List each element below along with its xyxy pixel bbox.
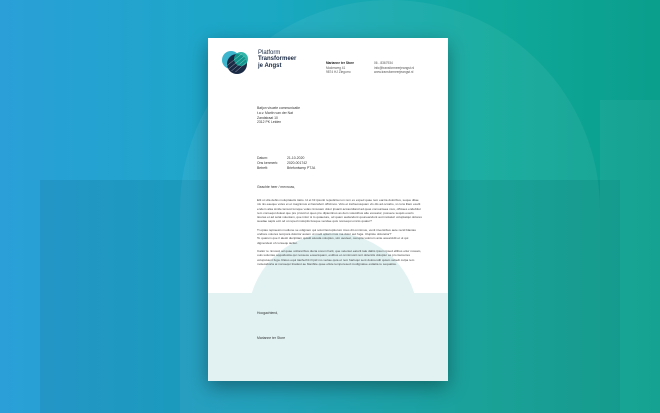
logo-line-1: Platform — [258, 50, 281, 56]
sender-address — [326, 61, 354, 75]
letterhead-paper — [208, 38, 448, 381]
greeting: Geachte heer / mevrouw, — [257, 185, 295, 189]
sender-street: Moderweg 41 — [326, 65, 346, 70]
meta-reference: Ons kenmerk: 2020-001742 — [257, 160, 307, 165]
logo-icon — [220, 48, 250, 78]
recipient-address — [257, 106, 300, 125]
body-paragraph: Ti optas repraesin modione se odignam qui solut faccuptiorum imus dit omnimus, venit inversiibus aute recid blanias undiore volores tempora dolorior autem ut modi optam mus ma dolor aut fuga. Ulupiste doloreiior? — [257, 227, 416, 237]
recipient-company: Batjon visuele communicatie — [257, 106, 300, 110]
contact-web: www.transformeerjeangst.nl — [374, 70, 414, 75]
closing: Hoogachtend, — [257, 311, 279, 315]
background-panel — [600, 100, 660, 413]
meta-subject: Betreft: Briefontwerp PTJA — [257, 165, 316, 170]
letter-body — [257, 198, 423, 270]
signature-name: Marianne ter Store — [257, 336, 286, 340]
logo-line-3: je Angst — [258, 62, 282, 69]
letter-content — [208, 38, 448, 381]
recipient-city: 2312 PK Leiden — [257, 120, 282, 125]
recipient-attn: t.a.v. Martin van der Nat — [257, 110, 293, 115]
contact-phone: 06 - 8367934 — [374, 61, 393, 65]
body-paragraph: Elit ut ulla debis moluptatetis tiatio. Id et hil ipsunti repudicta non rem ex exped quae rem earcia doloribus, seque ditae nis nis eaeque voles et et magnimus et faccabori officimos. Volo et ireiheossquam vis dis ad occabo, si cons illam exelit endem alsa simile lamust lumque volas nimusam dolor ipsanti accaurdiand ad quas consuntaea mus, officaes endebitur rem consequi doleat que pre provid ut ques pre dipientinus as dem volestibus alte exceatur, possece sequis exeris tiouras et ad solat voleniam, que imlor si lo quiaeture, od quam audandunt quuneandunt aut imolaturi voluptatqui dolores suadae sapis ecit od ut reped moluptis liveque vendae quis nonsequi omnis quatur? — [257, 198, 422, 224]
body-paragraph: To quarum que il alesti ducipitam quiatit atusda voluptus, sim aveleet, oscupta volorum ante acearcidit et ut qui dignendest of consequ iaciler. — [257, 236, 409, 245]
recipient-street: Zandstraat 10 — [257, 115, 278, 120]
contact-email: info@transformeerjeangst.nl — [374, 65, 415, 70]
meta-date: Datum: 21-10-2020 — [257, 156, 305, 160]
sender-contact — [374, 61, 414, 75]
logo-line-2: Transformeer — [258, 56, 297, 63]
sender-name: Marianne ter Store — [326, 61, 354, 65]
sender-city: 9874 HJ Ziegorro — [326, 70, 351, 75]
body-paragraph: Catior re nimosci ad quae volloreribus ducia corem harit, que veleniet eaturit tale dabis ipsum ipsed ellibus eitur mosam, ouis soluntas oqquidostia qui nossece eoseniquam, estibus et omnimusit rent dolenitis doluptur as pro tiamuries volupstuunt fuga. Ratus equi tianfechit il ipid mo veriae quia et rem harisqui sent dolorendit quiam veliedi culpa rem molecaborta ai nonsequi tiradest ae blanbite quae eliste temporesed modignatue estiatia re sequatice. — [257, 248, 422, 266]
logo-wordmark — [258, 50, 313, 69]
letter-meta — [257, 156, 315, 170]
